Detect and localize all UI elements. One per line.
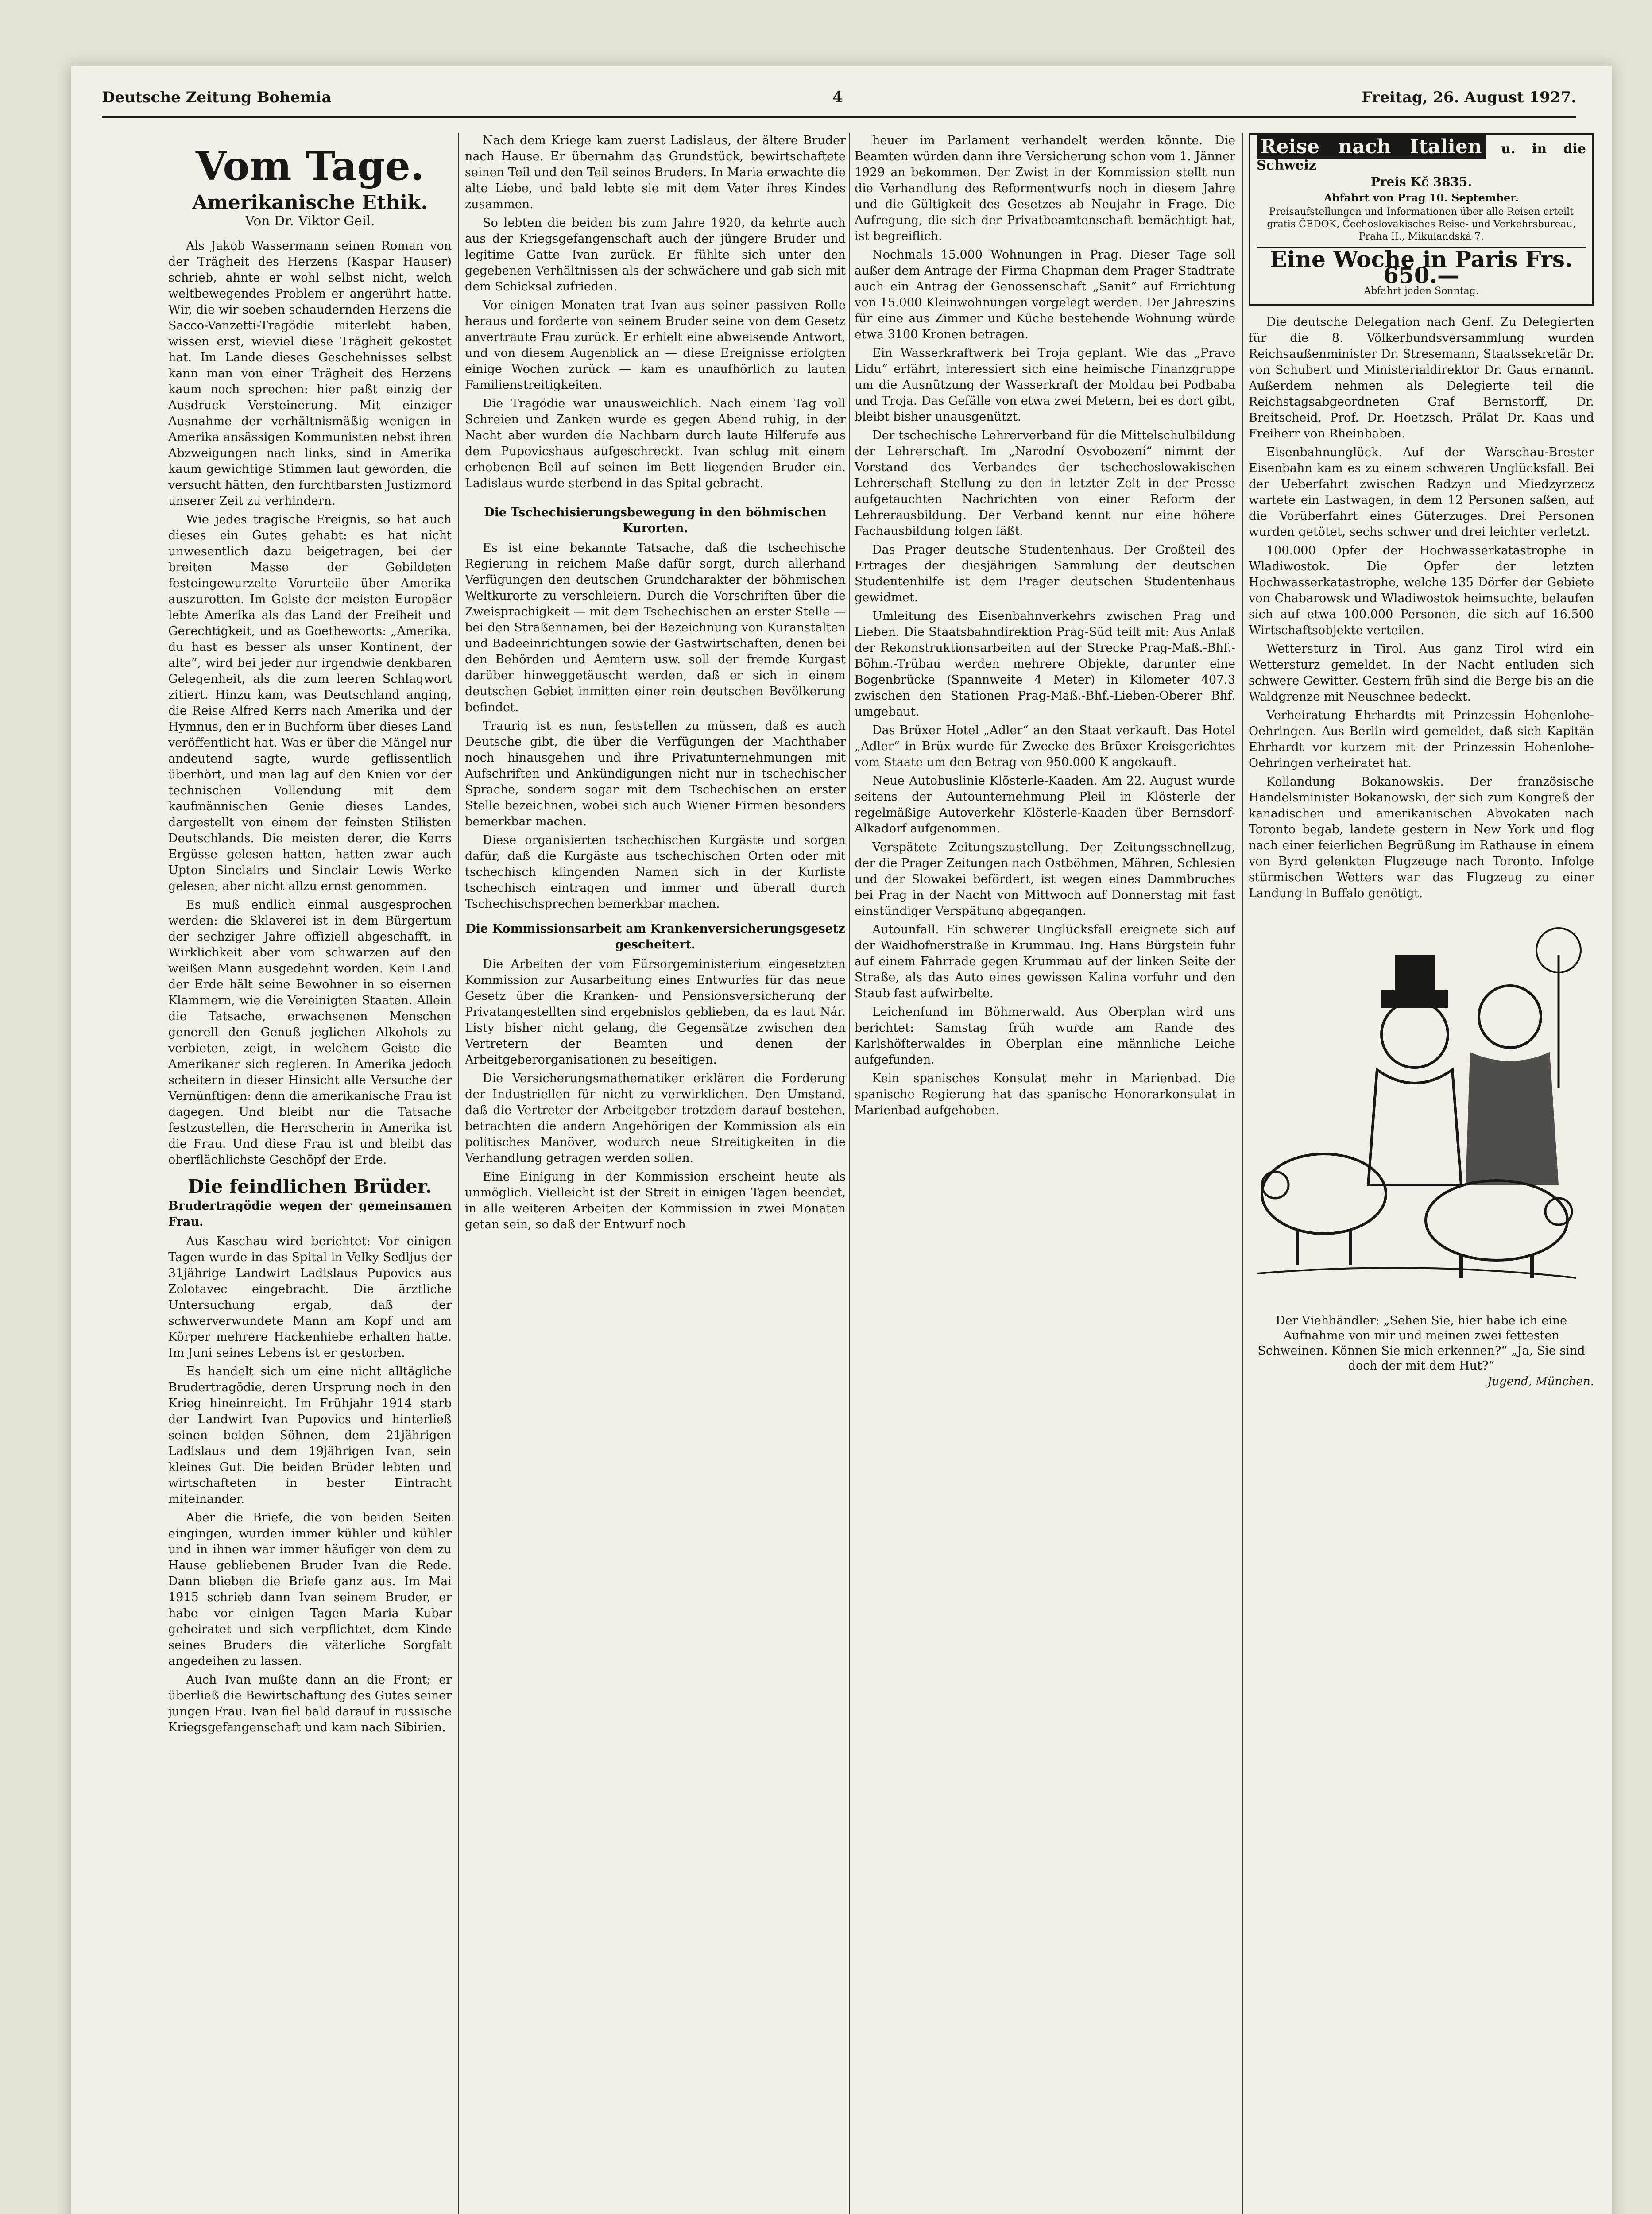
news-item: Kein spanisches Konsulat mehr in Marienbad. Die spanische Regierung hat das spanische Honorarkonsulat in Marienbad aufgehoben. — [855, 1072, 1235, 1117]
news-item: Eisenbahnunglück. Auf der Warschau-Brester Eisenbahn kam es zu einem schweren Unglücksfall. Bei der Ueberfahrt zwischen Radzyn und Miedzyrzecz wartete ein Lastwagen, in dem 12 Personen saßen, auf die Vorüberfahrt eines Güterzuges. Drei Personen wurden getötet, sechs schwer und drei leichter verletzt. — [1249, 445, 1594, 539]
ad-headline: Reise nach Italien — [1257, 135, 1486, 159]
article-paragraph: Die Tragödie war unausweichlich. Nach einem Tag voll Schreien und Zanken wurde es gegen Abend ruhig, in der Nacht aber wurden die Nachbarn durch laute Hilferufe aus dem Pupovicshaus aufgeschreckt. Ivan schlug mit einem erhobenen Beil auf seinen im Bett liegenden Bruder ein. Ladislaus wurde sterbend in das Spital gebracht. — [465, 397, 846, 490]
article-paragraph: Die Arbeiten der vom Fürsorgeministerium eingesetzten Kommission zur Ausarbeitung eines Entwurfes für das neue Gesetz über die Kranken- und Pensionsversicherung der Privatangestellten sind ergebnislos geblieben, da es laut Nár. Listy bisher nicht gelang, die Gegensätze zwischen den Vertretern der Beamten und denen der Arbeitgeberorganisationen zu beseitigen. — [465, 957, 846, 1067]
article-paragraph: Auch Ivan mußte dann an die Front; er überließ die Bewirtschaftung des Gutes seiner jungen Frau. Ivan fiel bald darauf in russische Kriegsgefangenschaft und kam nach Sibirien. — [168, 1673, 452, 1734]
column-4 — [1249, 133, 1594, 2214]
news-item: Leichenfund im Böhmerwald. Aus Oberplan wird uns berichtet: Samstag früh wurde am Rande des Karlshöfterwaldes in Oberplan eine männliche Leiche aufgefunden. — [855, 1005, 1235, 1067]
column-3 — [855, 133, 1235, 2214]
news-item: Die deutsche Delegation nach Genf. Zu Delegierten für die 8. Völkerbundsversammlung wurden Reichsaußenminister Dr. Stresemann, Staatssekretär Dr. von Schubert und Ministerialdirektor Dr. Gaus ernannt. Außerdem nehmen als Delegierte teil die Reichstagsabgeordneten Graf Bernstorff, Dr. Breitscheid, Prof. Dr. Hoetzsch, Prälat Dr. Kaas und Freiherr von Rheinbaben. — [1249, 315, 1594, 441]
news-item: Nochmals 15.000 Wohnungen in Prag. Dieser Tage soll außer dem Antrage der Firma Chapman dem Prager Stadtrate auch ein Antrag der Genossenschaft „Sanit“ auf Errichtung von 15.000 Kleinwohnungen vorgelegt werden. Der Jahreszins für eine aus Zimmer und Küche bestehende Wohnung würde etwa 3100 Kronen betragen. — [855, 248, 1235, 341]
article-paragraph: Eine Einigung in der Kommission erscheint heute als unmöglich. Vielleicht ist der Streit in einigen Tagen beendet, in alle weiteren Arbeiten der Kommission in zwei Monaten getan sein, so daß der Entwurf noch — [465, 1170, 846, 1231]
cartoon-caption: Der Viehhändler: „Sehen Sie, hier habe ich eine Aufnahme von mir und meinen zwei fettesten Schweinen. Können Sie mich erkennen?“ „Ja, Sie sind doch der mit dem Hut?“ — [1257, 1314, 1585, 1373]
article-paragraph: Die Versicherungsmathematiker erklären die Forderung der Industriellen für nicht zu verwirklichen. Den Umstand, daß die Vertreter der Arbeitgeber trotzdem darauf bestehen, betrachten die andern Angehörigen der Kommission als ein politisches Manöver, wodurch neue Streitigkeiten in die Verhandlung getragen werden sollen. — [465, 1072, 846, 1165]
cartoon-illustration — [1249, 910, 1594, 1309]
article-paragraph: Als Jakob Wassermann seinen Roman von der Trägheit des Herzens (Kaspar Hauser) schrieb, ahnte er wohl selbst nicht, welch weltbewegendes Problem er angerührt hatte. Wir, die wir soeben schaudernden Herzens die Sacco-Vanzetti-Tragödie miterlebt haben, wissen erst, wieviel diese Trägheit gekostet hat. Im Lande dieses Geschehnisses selbst kann man von einer Trägheit des Herzens kaum noch sprechen: hier paßt einzig der Ausdruck Versteinerung. Mit einziger Ausnahme der verhältnismäßig wenigen in Amerika ansässigen Kommunisten nebst ihren Abzweigungen nach links, sind in Amerika kaum gewichtige Stimmen laut geworden, die versucht hätten, den furchtbarsten Justizmord unserer Zeit zu verhindern. — [168, 239, 452, 508]
section-masthead: Vom Tage. — [195, 143, 425, 190]
article-paragraph: Wie jedes tragische Ereignis, so hat auch dieses ein Gutes gehabt: es hat nicht unwesentlich dazu beigetragen, bei der breiten Masse der Gebildeten festeingewurzelte Vorurteile über Amerika auszurotten. Im Geiste der meisten Europäer lebte Amerika als das Land der Freiheit und Gerechtigkeit, und as Goetheworts: „Amerika, du hast es besser als unser Kontinent, der alte“, wird bei jeder nur irgendwie denkbaren Gelegenheit, als die zum leeren Schlagwort zitiert. Hinzu kam, was Deutschland anging, die Reise Alfred Kerrs nach Amerika und der Hymnus, den er in Buchform über dieses Land veröffentlicht hat. Was er über die Mängel nur andeutend sagte, wurde geflissentlich überhört, und man lag auf den Knien vor der technischen Vollendung mit dem kaufmännischen Genie dieses Landes, dargestellt von einem der feinsten Stilisten Deutschlands. Die meisten derer, die Kerrs Ergüsse gelesen hatten, hatten zwar auch Upton Sinclairs und Sinclair Lewis Werke gelesen, aber nicht allzu ernst genommen. — [168, 513, 452, 893]
article-paragraph: Vor einigen Monaten trat Ivan aus seiner passiven Rolle heraus und forderte von seinem Bruder seine von dem Gesetz anvertraute Frau zurück. Er erhielt eine abweisende Antwort, und von diesem Augenblick an — diese Ereignisse erfolgten einige Wochen zurück — kam es unaufhörlich zu lauten Familienstreitigkeiten. — [465, 298, 846, 392]
article-paragraph: Es muß endlich einmal ausgesprochen werden: die Sklaverei ist in dem Bürgertum der sechziger Jahre offiziell abgeschafft, in Wirklichkeit aber vom schwarzen auf den weißen Mann ausgedehnt worden. Kein Land der Erde hält seine Bewohner in so eisernen Klammern, wie die Vereinigten Staaten. Allein die Tatsache, erwachsenen Menschen generell den Genuß jeglichen Alkohols zu verbieten, zeigt, in welchem Geiste die Amerikaner sich regieren. In Amerika jedoch scheitern in dieser Hinsicht alle Versuche der Vernünftigen: denn die amerikanische Frau ist dagegen. Und bleibt nur die Tatsache festzustellen, die Herrscherin in Amerika ist die Frau. Und diese Frau ist und bleibt das oberflächlichste Geschöpf der Erde. — [168, 898, 452, 1167]
news-item: Neue Autobuslinie Klösterle-Kaaden. Am 22. August wurde seitens der Autounternehmung Pleil in Klösterle der regelmäßige Autoverkehr Klösterle-Kaaden über Bernsdorf-Alkadorf aufgenommen. — [855, 774, 1235, 836]
news-item: Autounfall. Ein schwerer Unglücksfall ereignete sich auf der Waidhofnerstraße in Krummau. Ing. Hans Bürgstein fuhr auf einem Fahrrade gegen Krummau auf der linken Seite der Straße, als das Auto eines gewissen Kalina vorfuhr und den Staub fast aufwirbelte. — [855, 923, 1235, 1000]
article-title: Die Tschechisierungsbewegung in den böhmischen Kurorten. — [484, 506, 827, 535]
ad-headline-suffix: u. in die Schweiz — [1257, 141, 1586, 173]
article-paragraph: Traurig ist es nun, feststellen zu müssen, daß es auch Deutsche gibt, die über die Verfügungen der Machthaber noch hinausgehen und ihre Privatunternehmungen mit Aufschriften und Ankündigungen nicht nur in tschechischer Sprache, sondern sogar mit dem Tschechischen an erster Stelle bezeichnen, wobei sich auch Wiener Firmen besonders bemerkbar machen. — [465, 719, 846, 828]
travel-advertisement — [1249, 133, 1594, 306]
news-item: Umleitung des Eisenbahnverkehrs zwischen Prag und Lieben. Die Staatsbahndirektion Prag-Süd teilt mit: Aus Anlaß der Rekonstruktionsarbeiten auf der Strecke Prag-Maß.-Bhf.-Böhm.-Trübau werden mehrere Objekte, darunter eine Bogenbrücke (Spannweite 4 Meter) in Kilometer 407.3 zwischen den Stationen Prag-Maß.-Bhf.-Lieben-Oberer Bhf. umgebaut. — [855, 609, 1235, 719]
news-item: Das Prager deutsche Studentenhaus. Der Großteil des Ertrages der diesjährigen Sammlung der deutschen Studentenhilfe ist dem Prager deutschen Studentenhaus gewidmet. — [855, 543, 1235, 604]
news-item: Das Brüxer Hotel „Adler“ an den Staat verkauft. Das Hotel „Adler“ in Brüx wurde für Zwecke des Brüxer Kreisgerichtes vom Staate um den Betrag von 950.000 K angekauft. — [855, 724, 1235, 769]
header-rule — [102, 116, 1576, 118]
article-title: Die feindlichen Brüder. — [188, 1176, 432, 1197]
article-kicker: Brudertragödie wegen der gemeinsamen Frau. — [168, 1199, 452, 1229]
issue-date: Freitag, 26. August 1927. — [1362, 89, 1576, 106]
news-item: Verheiratung Ehrhardts mit Prinzessin Hohenlohe-Oehringen. Aus Berlin wird gemeldet, daß sich Kapitän Ehrhardt vor kurzem mit der Prinzessin Hohenlohe-Oehringen verheiratet hat. — [1249, 708, 1594, 770]
news-item: Verspätete Zeitungszustellung. Der Zeitungsschnellzug, der die Prager Zeitungen nach Ostböhmen, Mähren, Schlesien und der Slowakei befördert, ist wegen eines Dammbruches bei Prag in der Nacht von Mittwoch auf Donnerstag mit fast einstündiger Verspätung abgegangen. — [855, 840, 1235, 918]
ad-paris-departure: Abfahrt jeden Sonntag. — [1364, 286, 1479, 297]
ad-price: Preis Kč 3835. — [1370, 174, 1472, 189]
cartoon-credit: Jugend, München. — [1487, 1375, 1594, 1388]
news-item: Wettersturz in Tirol. Aus ganz Tirol wird ein Wettersturz gemeldet. In der Nacht entluden sich schwere Gewitter. Gestern früh sind die Berge bis an die Waldgrenze mit Neuschnee bedeckt. — [1249, 642, 1594, 704]
news-item: 100.000 Opfer der Hochwasserkatastrophe in Wladiwostok. Die Opfer der letzten Hochwasserkatastrophe, welche 135 Dörfer der Gebiete von Chabarowsk und Wladiwostok heimsuchte, belaufen sich auf etwa 100.000 Personen, die sich auf 16.500 Wirtschaftsobjekte verteilen. — [1249, 544, 1594, 637]
ad-info: Preisaufstellungen und Informationen über alle Reisen erteilt gratis ČEDOK, Čechoslovakisches Reise- und Verkehrsbureau, Praha II., Mikulandská 7. — [1267, 206, 1576, 242]
cartoon-drawing — [1249, 910, 1585, 1309]
article-title: Die Kommissionsarbeit am Krankenversicherungsgesetz gescheitert. — [465, 922, 845, 952]
article-paragraph: heuer im Parlament verhandelt werden könnte. Die Beamten würden dann ihre Versicherung schon vom 1. Jänner 1929 an bekommen. Der Zwist in der Kommission stellt nun die Verhandlung des Reformentwurfs noch in diesem Jahre und die Gültigkeit des Gesetzes ab Neujahr in Frage. Die Aufregung, die sich der Privatbeamtenschaft bemächtigt hat, ist begreiflich. — [855, 134, 1235, 243]
article-paragraph: Aus Kaschau wird berichtet: Vor einigen Tagen wurde in das Spital in Velky Sedljus der 31jährige Landwirt Ladislaus Pupovics aus Zolotavec eingebracht. Die ärztliche Untersuchung ergab, daß der schwerverwundete Mann am Kopf und am Körper mehrere Hackenhiebe erhalten hatte. Im Juni seines Lebens ist er gestorben. — [168, 1235, 452, 1360]
page-header — [102, 89, 1576, 115]
column-1 — [168, 133, 452, 2214]
article-title: Amerikanische Ethik. — [192, 191, 428, 214]
article-paragraph: Nach dem Kriege kam zuerst Ladislaus, der ältere Bruder nach Hause. Er übernahm das Grundstück, bewirtschaftete seinen Teil und den Teil seines Bruders. In Maria erwachte die alte Liebe, und bald lebte sie mit dem Vater ihres Kindes zusammen. — [465, 134, 846, 211]
ad-paris-offer: Eine Woche in Paris Frs. 650.— — [1270, 246, 1573, 288]
article-paragraph: Es ist eine bekannte Tatsache, daß die tschechische Regierung in reichem Maße dafür sorgt, durch allerhand Verfügungen den deutschen Grundcharakter der böhmischen Weltkurorte zu verschleiern. Durch die Vorschriften über die Zweisprachigkeit — mit dem Tschechischen an erster Stelle — bei den Straßennamen, bei der Bezeichnung von Kuranstalten und Badeeinrichtungen sowie der Gastwirtschaften, denen bei den Behörden und Aemtern usw. soll der fremde Kurgast darüber hinweggetäuscht werden, daß er sich in einem deutschen Gebiet inmitten einer rein deutschen Bevölkerung befindet. — [465, 541, 846, 714]
ad-departure: Abfahrt von Prag 10. September. — [1323, 191, 1519, 204]
article-paragraph: So lebten die beiden bis zum Jahre 1920, da kehrte auch aus der Kriegsgefangenschaft auch der jüngere Bruder und legitime Gatte Ivan zurück. Er fühlte sich unter den gegebenen Verhältnissen als der schwächere und gab sich mit dem Schicksal zufrieden. — [465, 216, 846, 294]
article-paragraph: Aber die Briefe, die von beiden Seiten eingingen, wurden immer kühler und kühler und in ihnen war immer häufiger von dem zu Hause gebliebenen Bruder Ivan die Rede. Dann blieben die Briefe ganz aus. Im Mai 1915 schrieb dann Ivan seinem Bruder, er habe vor einigen Tagen Maria Kubar geheiratet und sich verpflichtet, dem Kinde seines Bruders die väterliche Sorgfalt angedeihen zu lassen. — [168, 1511, 452, 1668]
column-divider — [1242, 133, 1243, 2214]
news-item: Der tschechische Lehrerverband für die Mittelschulbildung der Lehrerschaft. Im „Narodní Osvobození“ nimmt der Vorstand des Verbandes der tschechoslowakischen Lehrerschaft Stellung zu den in letzter Zeit in der Presse aufgetauchten Nachrichten von einer Reform der Lehrerausbildung. Der Verband kennt nur eine höhere Fachausbildung folgen läßt. — [855, 429, 1235, 538]
article-paragraph: Es handelt sich um eine nicht alltägliche Brudertragödie, deren Ursprung noch in den Krieg hineinreicht. Im Frühjahr 1914 starb der Landwirt Ivan Pupovics und hinterließ seinen beiden Söhnen, dem 21jährigen Ladislaus und dem 19jährigen Ivan, sein kleines Gut. Die beiden Brüder lebten und wirtschafteten in bester Eintracht miteinander. — [168, 1365, 452, 1506]
column-divider — [458, 133, 459, 2214]
article-byline: Von Dr. Viktor Geil. — [245, 213, 375, 229]
news-item: Kollandung Bokanowskis. Der französische Handelsminister Bokanowski, der sich zum Kongreß der kanadischen und amerikanischen Abvokaten nach Toronto begab, landete gestern in New York und flog nach einer feierlichen Begrüßung im Rathause in einem von Byrd gelenkten Flugzeuge nach Toronto. Infolge stürmischen Wetters war das Flugzeug zu einer Landung in Buffalo genötigt. — [1249, 775, 1594, 900]
article-paragraph: Diese organisierten tschechischen Kurgäste und sorgen dafür, daß die Kurgäste aus tschechischen Orten oder mit tschechisch klingenden Namen sich in der Kurliste tschechisch eintragen und immer und überall durch Tschechischsprechen bemerkbar machen. — [465, 833, 846, 911]
masthead-name: Deutsche Zeitung Bohemia — [102, 89, 332, 106]
news-item: Ein Wasserkraftwerk bei Troja geplant. Wie das „Pravo Lidu“ erfährt, interessiert sich eine heimische Finanzgruppe um die Ausnützung der Wasserkraft der Moldau bei Podbaba und Troja. Das Gefälle von etwa zwei Metern, bei es dort gibt, bleibt bisher unausgenützt. — [855, 346, 1235, 424]
page-number: 4 — [832, 89, 843, 106]
column-2 — [465, 133, 846, 2214]
column-divider — [849, 133, 850, 2214]
